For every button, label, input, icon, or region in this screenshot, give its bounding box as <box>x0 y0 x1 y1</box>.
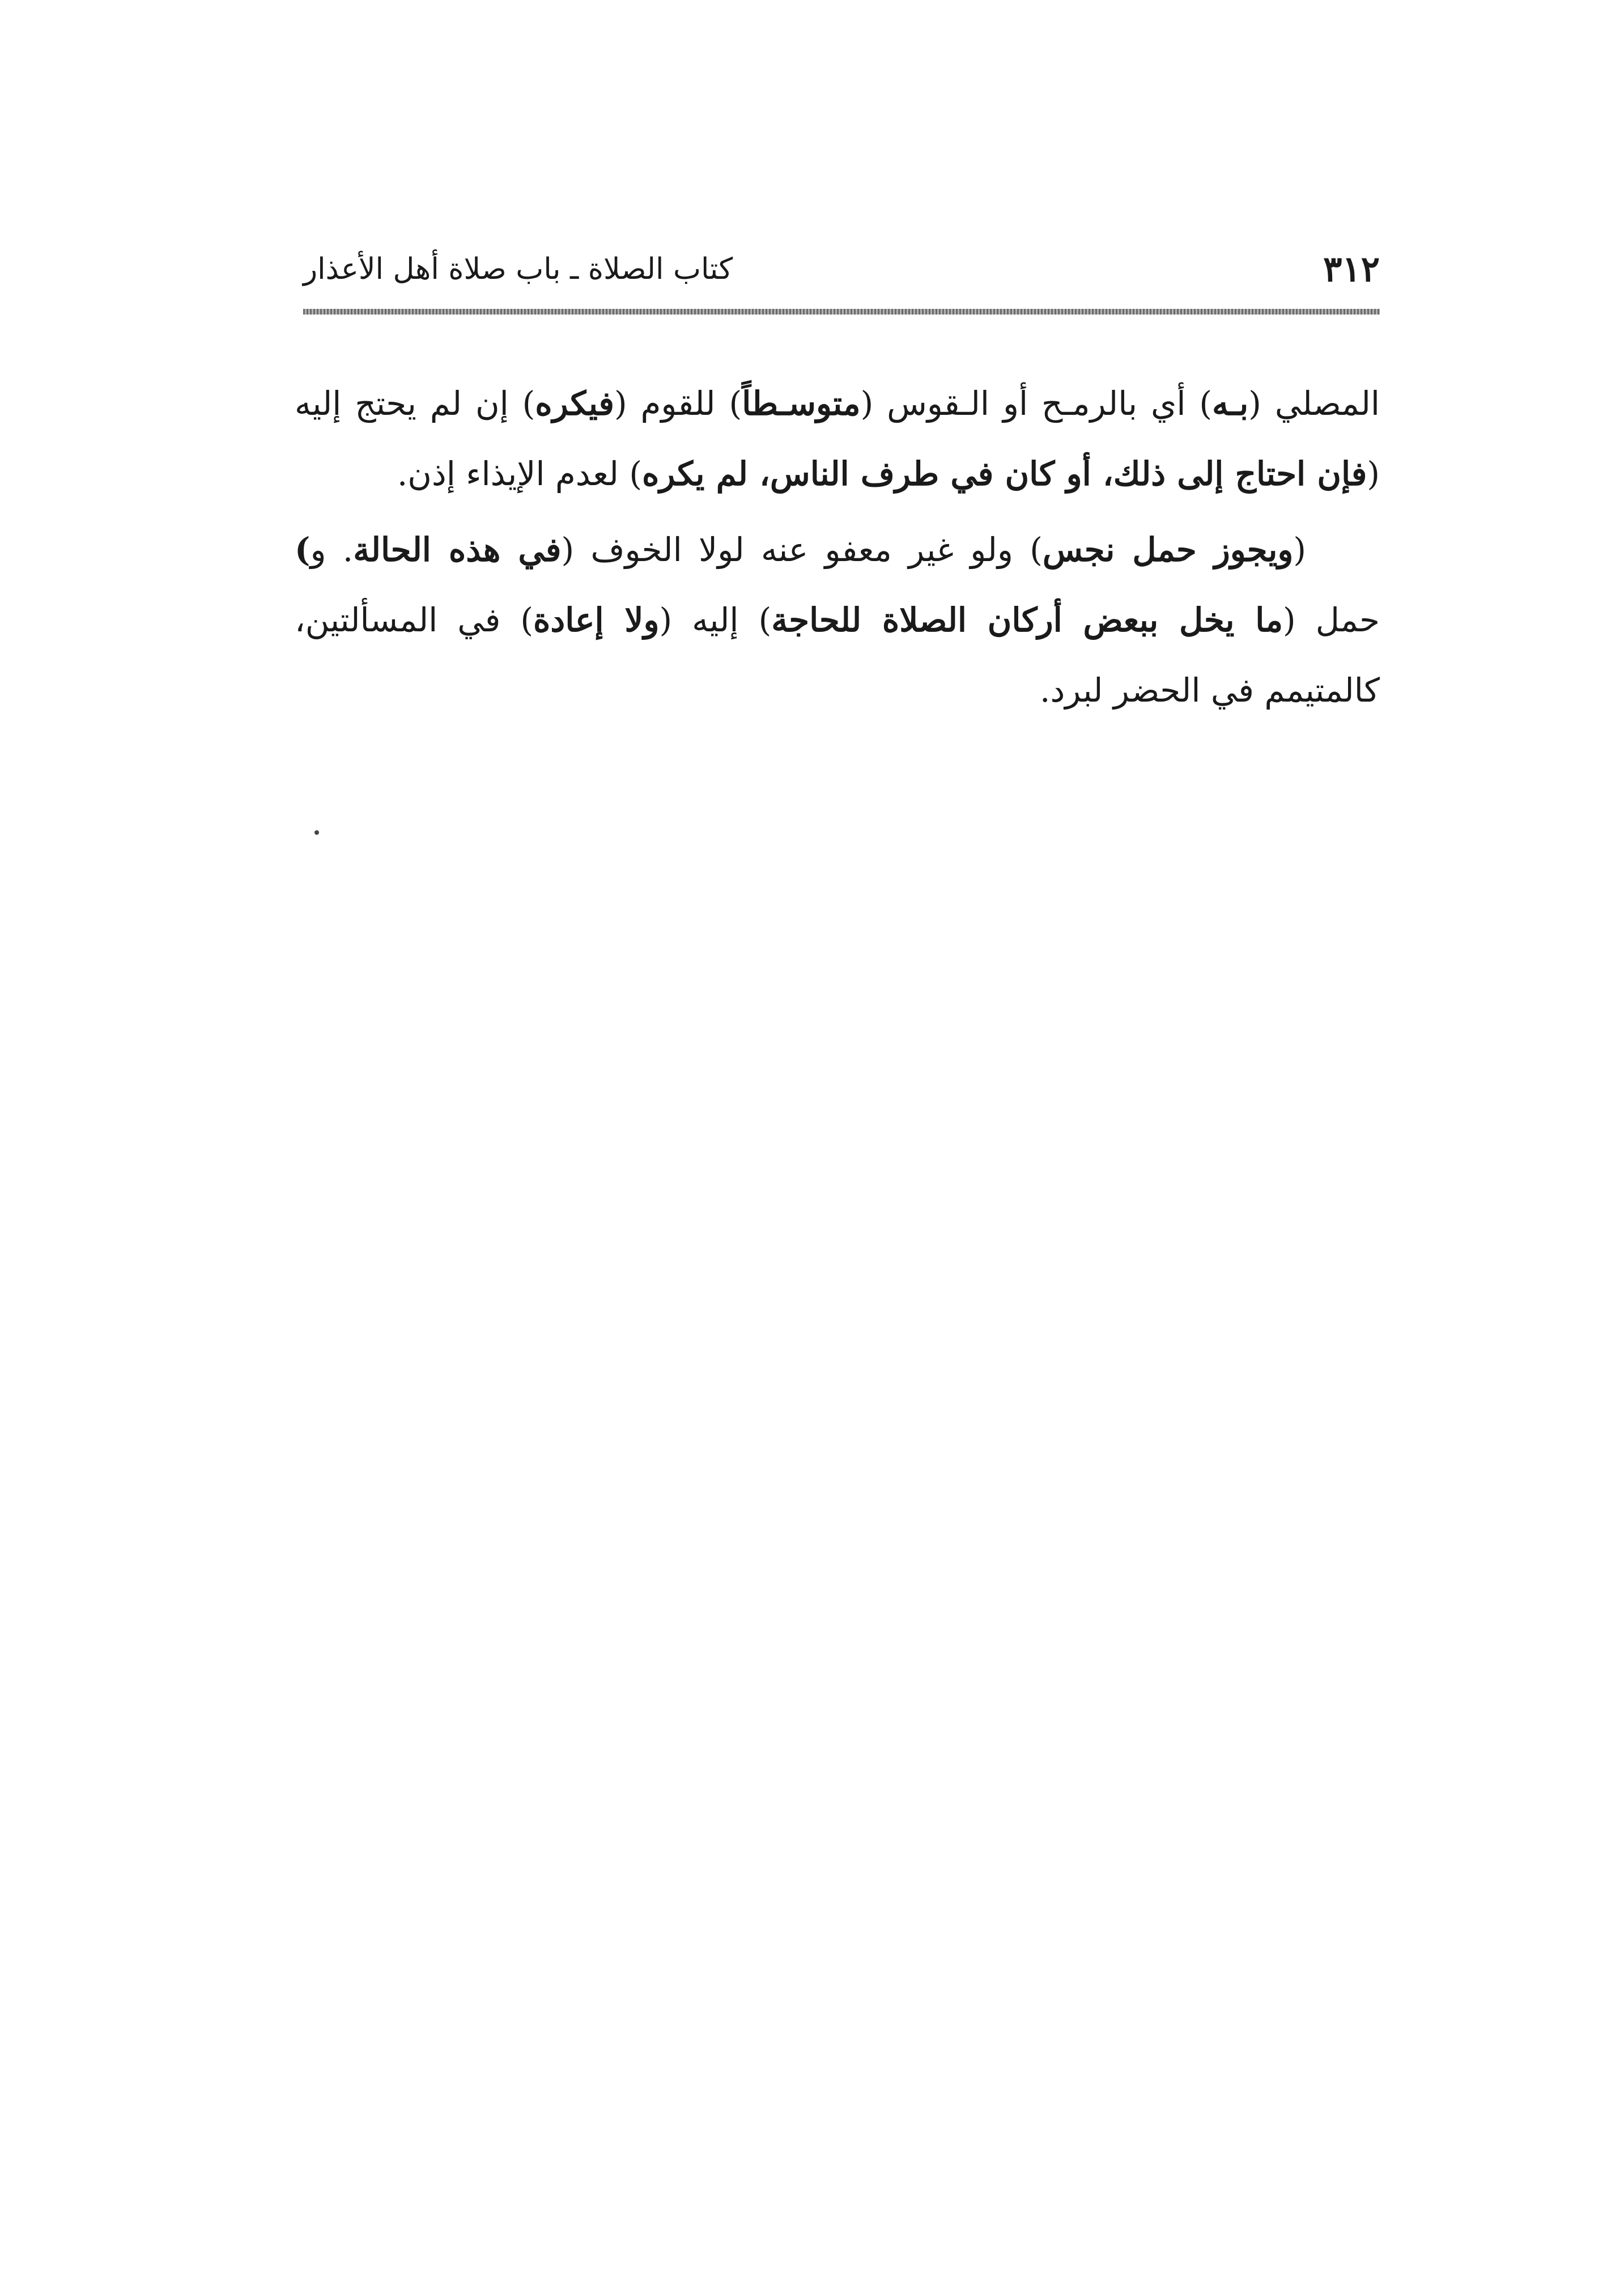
bold-segment: ويجوز حمل نجس <box>1042 530 1294 569</box>
bold-segment: فإن احتاج إلى ذلك، أو كان في طرف الناس، لم يكره <box>641 455 1367 493</box>
text-segment: . و <box>310 530 354 569</box>
bold-segment: ما يخل ببعض أركان الصلاة للحاجة <box>771 601 1283 639</box>
text-segment: حمل ( <box>1283 601 1380 639</box>
bold-segment: ولا إعادة <box>533 601 660 639</box>
bold-segment: في هذه الحالة <box>353 530 562 569</box>
text-segment: المصلي ( <box>1248 384 1380 423</box>
page-header <box>303 244 1380 295</box>
text-segment: ) أي بالرمـح أو الـقوس ( <box>860 384 1213 423</box>
page-number: ٣١٢ <box>1323 248 1380 290</box>
header-rule <box>303 309 1380 315</box>
bold-segment: متوسـطاً <box>742 384 861 423</box>
bold-segment: بـه <box>1212 384 1249 423</box>
text-segment: ( <box>1293 530 1306 569</box>
paragraph-2 <box>295 515 1380 725</box>
print-speck <box>314 830 319 835</box>
text-segment: ) للقوم ( <box>614 384 742 423</box>
body-text <box>295 368 1380 725</box>
paragraph-1 <box>295 368 1380 509</box>
text-segment: ) في المسألتين، كالمتيمم في الحضر لبرد. <box>295 601 1380 710</box>
text-segment: ) إليه ( <box>659 601 772 639</box>
bold-segment: ) <box>295 530 311 569</box>
text-segment: ) إن لم يحتج إليه ( <box>295 384 1380 493</box>
running-title: كتاب الصلاة ـ باب صلاة أهل الأعذار <box>303 252 733 286</box>
bold-segment: فيكره <box>535 384 614 423</box>
text-segment: ) لعدم الإيذاء إذن. <box>397 455 642 493</box>
text-segment: ) ولو غير معفو عنه لولا الخوف ( <box>561 530 1043 569</box>
